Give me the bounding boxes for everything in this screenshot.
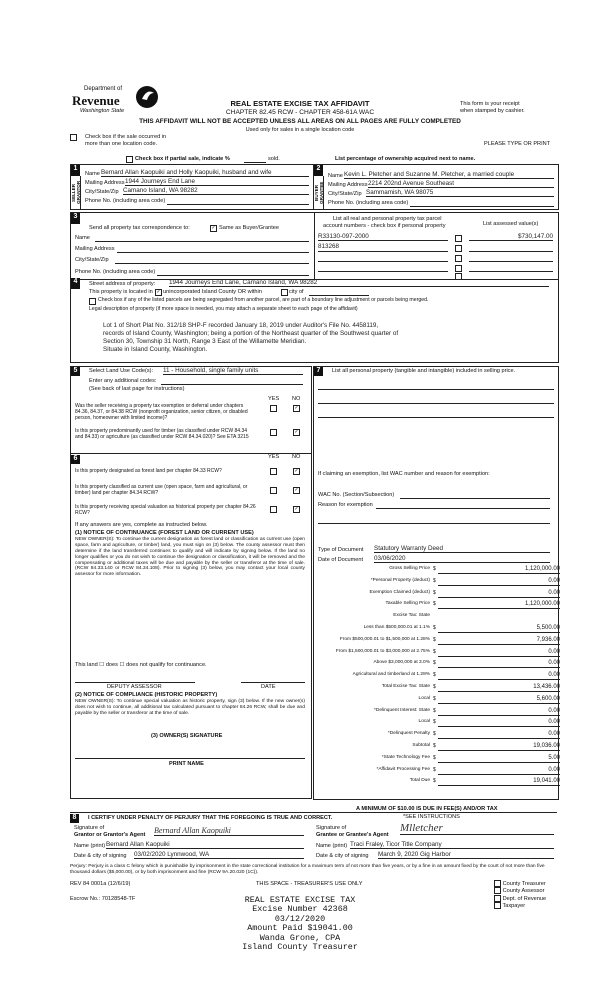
calc-row: [320, 649, 560, 657]
section-1-number: 1: [71, 165, 80, 176]
doc-type-label: Type of Document: [318, 547, 364, 553]
sec6-q1-no[interactable]: ✓: [294, 468, 299, 474]
additional-codes-field[interactable]: [161, 384, 303, 385]
stamp-line-4: Amount Paid $19041.00: [247, 923, 353, 934]
calc-dollar: $: [433, 589, 436, 596]
copy-checkbox[interactable]: [494, 880, 501, 887]
section-3-number: 3: [71, 213, 80, 224]
calc-value[interactable]: 0.00: [438, 660, 560, 668]
sec5-q2: Is this property predominantly used for timber (as classified under RCW 84.34 and 84.33) or agriculture (as classified under RCW 84.34.020)? See ETA 3215: [75, 428, 249, 440]
ownership-pct-note: List percentage of ownership acquired next to name.: [335, 156, 476, 162]
personal-prop-line-2[interactable]: [318, 403, 554, 404]
form-chapter: CHAPTER 82.45 RCW - CHAPTER 458-61A WAC: [225, 109, 375, 116]
calc-row: [320, 743, 560, 751]
min-due-note: A MINIMUM OF $10.00 IS DUE IN FEE(S) AND/OR TAX: [356, 806, 498, 812]
stamp-line-1: REAL ESTATE EXCISE TAX: [244, 895, 356, 905]
located-label-2: unincorporated Island County OR within: [163, 289, 262, 295]
calc-dollar: $: [433, 707, 436, 714]
certify-label: I CERTIFY UNDER PENALTY OF PERJURY THAT THE FOREGOING IS TRUE AND CORRECT.: [88, 815, 333, 821]
street-field[interactable]: 1944 Journeys End Lane, Camano Island, WA 98282: [169, 279, 549, 287]
deputy-sig-line[interactable]: [75, 682, 195, 683]
stamp-line-3: 03/12/2020: [274, 913, 326, 924]
calc-row: [320, 696, 560, 704]
calc-row: [320, 660, 560, 668]
calc-row: [320, 613, 560, 621]
logo-revenue: Revenue: [72, 93, 120, 108]
seller-addr-field[interactable]: 1944 Journeys End Lane: [125, 178, 309, 186]
partial-sale-label: Check box if partial sale, indicate %: [135, 156, 230, 162]
section-3-divider: [314, 213, 315, 279]
calc-label: *Affidavit Processing Fee: [376, 766, 430, 772]
section-5: [70, 366, 312, 454]
copy-item: County Assessor: [494, 887, 546, 894]
calc-label: From $500,000.01 to $1,500,000 at 1.28%: [339, 636, 430, 642]
calc-value[interactable]: 19,041.00: [438, 778, 560, 786]
grantee-date-label: Date & city of signing: [316, 853, 369, 859]
parcel-row-4[interactable]: [318, 271, 448, 272]
sec6-q3-yes[interactable]: [270, 506, 277, 513]
corr-city-label: City/State/Zip: [75, 257, 109, 263]
segregation-label: Check box if any of the listed parcels are being segregated from another parcel, are part of a boundary line adjustment or parcels being merged.: [98, 297, 429, 303]
sec6-no-head: NO: [292, 454, 301, 460]
buyer-addr-label: Mailing Address: [328, 182, 368, 188]
legal-line-1: Lot 1 of Short Plat No. 312/18 SHP-F recorded January 18, 2019 under Auditor's File No. 4458119,: [103, 322, 379, 329]
calc-value[interactable]: 0.00: [438, 649, 560, 657]
doc-type-field[interactable]: Statutory Warranty Deed: [374, 545, 550, 553]
calc-row: [320, 719, 560, 727]
buyer-city-field[interactable]: Sammamish, WA 98075: [366, 189, 554, 197]
section-1-seller: [70, 164, 314, 210]
calc-value[interactable]: 1,120,000.00: [438, 601, 560, 609]
sec5-q1-no[interactable]: ✓: [294, 405, 299, 411]
parcel-head-1: List all real and personal property tax parcel: [333, 216, 442, 222]
copy-checkbox[interactable]: [494, 902, 501, 909]
within-city-checkbox[interactable]: [281, 289, 288, 296]
calc-label: From $1,500,000.01 to $3,000,000 at 2.75%: [335, 648, 430, 654]
see-instructions: *SEE INSTRUCTIONS: [403, 814, 460, 820]
see-back-note: (See back of last page for instructions): [89, 386, 185, 392]
personal-prop-label: List all personal property (tangible and intangible) included in selling price.: [332, 368, 516, 374]
corr-phone-label: Phone No. (including area code): [75, 269, 156, 275]
seller-name-label: Name: [85, 171, 100, 177]
calc-dollar: $: [433, 566, 436, 572]
buyer-city-label: City/State/Zip: [328, 191, 362, 197]
calc-row: [320, 684, 560, 692]
rev-number: REV 84 0001a (12/6/19): [70, 881, 131, 887]
single-location-note: Used only for sales in a single location code: [245, 127, 355, 133]
deputy-label: DEPUTY ASSESSOR: [107, 684, 162, 690]
seller-side-label: [71, 176, 81, 209]
calc-label: Taxable Selling Price: [385, 601, 430, 607]
buyer-side-label: [314, 176, 324, 209]
calc-row: [320, 590, 560, 598]
send-correspondence-label: Send all property tax correspondence to:: [89, 225, 190, 231]
sec5-q2-no[interactable]: ✓: [294, 429, 299, 435]
calc-dollar: $: [433, 743, 436, 749]
calc-label: Gross Selling Price: [389, 566, 430, 571]
section-6-number: 6: [71, 455, 80, 464]
calc-label: Total Due: [409, 778, 430, 784]
calc-dollar: $: [433, 766, 436, 773]
calc-label: Above $3,000,000 at 3.0%: [373, 660, 430, 666]
multi-location-label-1: Check box if the sale occurred in: [85, 134, 167, 140]
escrow-number: Escrow No.: 70128548-TF: [70, 896, 136, 902]
land-use-field[interactable]: 11 - Household, single family units: [163, 367, 303, 375]
buyer-addr-field[interactable]: 2214 202nd Avenue Southeast: [368, 180, 554, 188]
assessed-row-3[interactable]: [469, 261, 553, 262]
section-4-number: 4: [71, 278, 80, 289]
section-8: [70, 812, 557, 865]
wac-label: WAC No. (Section/Subsection): [318, 492, 395, 498]
receipt-note-2: when stamped by cashier.: [460, 108, 525, 114]
calc-label: Excise Tax: State: [393, 613, 430, 619]
assessed-row-4[interactable]: [469, 271, 553, 272]
sec6-if-yes: If any answers are yes, complete as instructed below.: [75, 522, 208, 528]
section-4: [70, 278, 559, 363]
calc-row: [320, 578, 560, 586]
calc-dollar: $: [433, 731, 436, 738]
sec6-q2-no[interactable]: ✓: [294, 487, 299, 493]
city-of-label: city of: [289, 289, 304, 295]
calc-value[interactable]: 0.00: [438, 719, 560, 727]
buyer-phone-label: Phone No. (including area code): [328, 200, 409, 206]
calc-row: [320, 767, 560, 775]
calc-dollar: $: [433, 577, 436, 584]
type-or-print: PLEASE TYPE OR PRINT: [484, 141, 551, 147]
parcel-row-1-checkbox[interactable]: [455, 235, 462, 242]
personal-prop-line-3[interactable]: [318, 417, 554, 418]
copy-item: County Treasurer: [494, 880, 546, 887]
calc-row: [320, 708, 560, 716]
grantee-name-field[interactable]: Traci Fraley, Ticor Title Company: [350, 841, 554, 849]
calc-value[interactable]: 0.00: [438, 731, 560, 739]
logo-state: Washington State: [80, 108, 125, 114]
assessed-head: List assessed value(s): [483, 221, 539, 227]
treasurer-stamp: [180, 896, 420, 952]
calc-label: *Delinquent Interest: State: [374, 707, 430, 713]
calc-label: Subtotal: [412, 743, 430, 748]
doc-date-label: Date of Document: [318, 557, 364, 563]
sec6-q3-no[interactable]: ✓: [294, 506, 299, 512]
sec6-q1: Is this property designated as forest land per chapter 84.33 RCW?: [75, 468, 222, 474]
calc-label: *State Technology Fee: [381, 754, 430, 760]
notice1-body: NEW OWNER(S): To continue the current designation as forest land or classification as current use (open space, farm and agriculture, or timber) land, you must sign on (3) below. The county assessor must then determine if the land transferred continues to qualify and will indicate by signing below. If the land no longer qualifies or you do not wish to continue the designation or classification, it will be removed and the compensating or additional taxes will be due and payable by the seller or transferor at the time of sale. (RCW 84.33.140 or RCW 84.34.108). Prior to signing (3) below, you may contact your local county assessor for more information.: [75, 537, 305, 578]
seller-phone-field[interactable]: [167, 204, 309, 205]
calc-row: [320, 601, 560, 609]
reason-label: Reason for exemption: [318, 502, 373, 508]
sec5-q1: Was the seller receiving a property tax exemption or deferral under chapters 84.36, 84.37, or 84.38 RCW (nonprofit organization, senior citizen, or disabled person, homeowner with limited income)?: [75, 403, 248, 421]
grantee-sig-label-2: Grantee or Grantee's Agent: [316, 832, 389, 838]
corr-phone-field[interactable]: [157, 275, 309, 276]
calc-dollar: $: [433, 684, 436, 690]
reason-field[interactable]: [376, 508, 550, 509]
calc-row: [320, 637, 560, 645]
calc-value[interactable]: 5,500.00: [438, 625, 560, 633]
owner-sig-line[interactable]: [75, 758, 305, 759]
grantor-date-field[interactable]: 03/02/2020 Lynnwood, WA: [134, 851, 304, 859]
sec5-q1-yes[interactable]: [270, 405, 277, 412]
parcel-row-3-checkbox[interactable]: [455, 255, 462, 262]
parcel-row-3[interactable]: [318, 261, 448, 262]
parcel-row-2[interactable]: 813268: [318, 243, 448, 252]
additional-codes-label: Enter any additional codes:: [89, 378, 157, 384]
calc-row: [320, 625, 560, 633]
calc-row: [320, 778, 560, 786]
calc-row: [320, 731, 560, 739]
section-2-number: 2: [314, 165, 323, 176]
section-5-number: 5: [71, 367, 80, 376]
calc-label: Exemption Claimed (deduct): [369, 589, 430, 595]
seller-side-text: SELLER GRANTOR: [71, 180, 81, 205]
calc-value[interactable]: 13,436.00: [438, 684, 560, 692]
parcel-row-2-checkbox[interactable]: [455, 245, 462, 252]
sec6-q1-yes[interactable]: [270, 468, 277, 475]
calc-label: *Delinquent Penalty: [387, 731, 430, 737]
grantor-name-field[interactable]: Bernard Allan Kaopuiki: [106, 841, 304, 849]
calc-value[interactable]: 0.00: [438, 767, 560, 775]
calc-row: [320, 566, 560, 574]
grantor-date-label: Date & city of signing: [74, 853, 127, 859]
corr-city-field[interactable]: [115, 263, 309, 264]
same-as-buyer-label: Same as Buyer/Grantee: [219, 225, 280, 231]
stamp-line-2: Excise Number 42368: [252, 904, 348, 915]
calc-dollar: $: [433, 672, 436, 679]
grantee-name-label: Name (print): [316, 843, 348, 849]
sec5-no-head: NO: [292, 396, 301, 402]
located-label: This property is located in: [89, 289, 153, 295]
calc-label: *Personal Property (deduct): [370, 577, 430, 583]
personal-prop-line-1[interactable]: [318, 389, 554, 390]
calc-dollar: $: [433, 754, 436, 761]
unincorporated-checkbox[interactable]: ✓: [156, 289, 161, 295]
section-3: [70, 212, 559, 280]
calc-value[interactable]: 0.00: [438, 590, 560, 598]
buyer-name-label: Name: [328, 173, 343, 179]
legal-label: Legal description of property (if more space is needed, you may attach a separate sheet to each page of the affidavit): [89, 306, 358, 312]
calc-value[interactable]: 1,120,000.00: [438, 566, 560, 574]
sec5-yes-head: YES: [268, 396, 280, 402]
calc-dollar: $: [433, 648, 436, 655]
form-title: REAL ESTATE EXCISE TAX AFFIDAVIT: [230, 99, 370, 108]
notice1-title: (1) NOTICE OF CONTINUANCE (FOREST LAND OR CURRENT USE): [75, 530, 254, 536]
segregation-checkbox[interactable]: [89, 298, 96, 305]
street-label: Street address of property:: [89, 281, 156, 287]
calc-row: [320, 755, 560, 763]
assessed-row-2[interactable]: [469, 251, 553, 252]
land-use-label: Select Land Use Code(s):: [89, 368, 154, 374]
section-7-number: 7: [314, 367, 323, 376]
calc-value[interactable]: 0.00: [438, 708, 560, 716]
section-2-buyer: [313, 164, 559, 210]
city-of-field[interactable]: [309, 295, 369, 296]
calc-value[interactable]: 5.00: [438, 755, 560, 763]
deputy-date-label: DATE: [261, 684, 276, 690]
buyer-name-field[interactable]: Kevin L. Pletcher and Suzanne M. Pletcher, a married couple: [344, 171, 554, 179]
calc-dollar: $: [433, 778, 436, 785]
calc-label: Total Excise Tax: State: [381, 684, 430, 689]
seller-addr-label: Mailing Address: [85, 180, 125, 186]
calc-dollar: $: [433, 636, 436, 643]
calc-value[interactable]: 19,036.00: [438, 743, 560, 751]
buyer-phone-field[interactable]: [410, 206, 554, 207]
grantor-sig-label-2: Grantor or Grantor's Agent: [74, 832, 146, 838]
section-8-number: 8: [70, 814, 79, 823]
grantor-sig-label-1: Signature of: [74, 825, 105, 831]
stamp-line-5: Wanda Grone, CPA: [259, 932, 341, 943]
seller-city-label: City/State/Zip: [85, 189, 119, 195]
calc-dollar: $: [433, 695, 436, 702]
seller-city-field[interactable]: Camano Island, WA 98282: [123, 187, 309, 195]
calc-dollar: $: [433, 719, 436, 726]
calc-dollar: $: [433, 625, 436, 631]
assessed-row-1[interactable]: $730,147.00: [469, 233, 553, 241]
calc-row: [320, 672, 560, 680]
section-6: [70, 452, 312, 799]
partial-sale-checkbox[interactable]: [126, 156, 133, 163]
grantee-signature[interactable]: Mlletcher: [400, 822, 554, 835]
parcel-head-2: account numbers - check box if personal property: [323, 223, 446, 229]
sec6-q2-yes[interactable]: [270, 487, 277, 494]
deputy-date-line[interactable]: [241, 682, 305, 683]
copy-checkbox[interactable]: [494, 895, 501, 902]
calc-label: Local: [418, 695, 430, 701]
grantor-signature[interactable]: Bernard Allan Kaopuiki: [154, 826, 304, 836]
legal-line-3: Section 30, Township 31 North, Range 3 East of the Willamette Meridian.: [103, 338, 307, 345]
print-name-label: PRINT NAME: [169, 761, 204, 767]
calc-label: Less than $500,000.01 at 1.1%: [363, 625, 430, 630]
partial-sale-sold: sold.: [268, 156, 280, 162]
corr-addr-label: Mailing Address: [75, 246, 115, 252]
perjury-note: Perjury: Perjury is a class C felony which is punishable by imprisonment in the state correctional institution for a maximum term of not more than five years, or by a fine in an amount fixed by the court of not more than five thousand dollars ($5,000.00), or by both imprisonment and fine (RCW 9A.20.020 (1C)).: [70, 864, 545, 875]
seller-name-field[interactable]: Bernard Allan Kaopuiki and Holly Kaopuiki, husband and wife: [101, 169, 309, 177]
copy-item: Taxpayer: [494, 902, 546, 909]
grantor-name-label: Name (print): [74, 843, 106, 849]
multi-location-checkbox[interactable]: [70, 134, 77, 141]
calc-value[interactable]: 5,600.00: [438, 696, 560, 704]
legal-line-2: records of Island County, Washington; being a portion of the Northeast quarter of the Southwest quarter of: [103, 330, 399, 337]
multi-location-label-2: more than one location code.: [85, 141, 158, 147]
calc-dollar: $: [433, 660, 436, 667]
grantee-sig-label-1: Signature of: [316, 825, 347, 831]
exemption-label: If claiming an exemption, list WAC number and reason for exemption:: [318, 471, 490, 477]
copies-list: [494, 880, 546, 910]
qualify-label[interactable]: This land ☐ does ☐ does not qualify for continuance.: [75, 662, 207, 668]
buyer-side-text: BUYER GRANTEE: [314, 181, 324, 204]
copy-checkbox[interactable]: [494, 887, 501, 894]
sec6-yes-head: YES: [268, 454, 280, 460]
corr-name-label: Name: [75, 235, 90, 241]
same-as-buyer-checkbox[interactable]: ✓: [211, 225, 216, 231]
copy-item: Dept. of Revenue: [494, 895, 546, 902]
legal-line-4: Situate in Island County, Washington.: [103, 346, 208, 353]
owner-sig-label: (3) OWNER(S) SIGNATURE: [151, 733, 223, 739]
grantee-date-field[interactable]: March 9, 2020 Gig Harbor: [378, 851, 554, 859]
stamp-line-6: Island County Treasurer: [242, 942, 358, 953]
wac-field[interactable]: [400, 498, 550, 499]
reason-line-2[interactable]: [318, 523, 550, 524]
sec5-q2-yes[interactable]: [270, 429, 277, 436]
partial-sale-pct-field[interactable]: [244, 162, 266, 163]
parcel-row-4-checkbox[interactable]: [455, 265, 462, 272]
parcel-row-1[interactable]: R33130-097-2000: [318, 233, 448, 241]
corr-name-field[interactable]: [95, 241, 309, 242]
form-warning: THIS AFFIDAVIT WILL NOT BE ACCEPTED UNLESS ALL AREAS ON ALL PAGES ARE FULLY COMPLETED: [139, 118, 461, 125]
sec6-q3: Is this property receiving special valuation as historical property per chapter 84.26 RCW?: [75, 504, 256, 516]
notice2-title: (2) NOTICE OF COMPLIANCE (HISTORIC PROPERTY): [75, 692, 218, 698]
seller-phone-label: Phone No. (including area code): [85, 198, 166, 204]
doc-date-field[interactable]: 03/06/2020: [374, 555, 550, 563]
calc-dollar: $: [433, 601, 436, 608]
corr-addr-field[interactable]: [117, 252, 309, 253]
calc-label: Agricultural and timberland at 1.28%: [352, 672, 430, 678]
receipt-note-1: This form is your receipt: [460, 101, 520, 107]
calc-value[interactable]: 0.00: [438, 672, 560, 680]
notice2-body: NEW OWNER(S): To continue special valuation as historic property, sign (3) below. If the new owner(s) does not wish to continue, all additional tax calculated pursuant to chapter 84.26 RCW, shall be due and payable by the seller or transferor at the time of sale.: [75, 699, 305, 716]
calc-value[interactable]: 7,936.00: [438, 637, 560, 645]
logo-dept-of: Department of: [84, 86, 123, 92]
sec6-q2: Is this property classified as current use (open space, farm and agricultural, or timber) land per chapter 84.34 RCW?: [75, 484, 248, 496]
calc-label: Local: [418, 719, 430, 725]
calc-value[interactable]: 0.00: [438, 578, 560, 586]
treasurer-only: THIS SPACE - TREASURER'S USE ONLY: [256, 881, 363, 887]
